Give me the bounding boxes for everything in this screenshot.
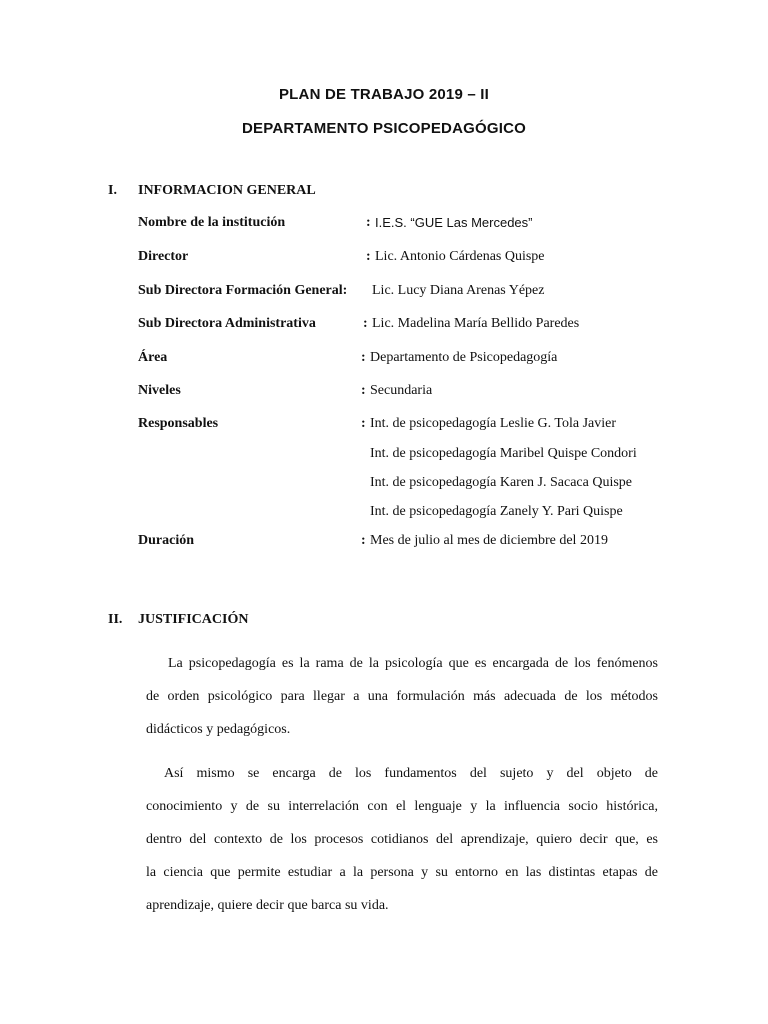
section-title: JUSTIFICACIÓN: [138, 612, 249, 627]
field-label-institucion: Nombre de la institución: [138, 215, 286, 230]
field-value-sub-formacion: Lic. Lucy Diana Arenas Yépez: [372, 283, 545, 298]
document-title: PLAN DE TRABAJO 2019 – II: [278, 86, 490, 103]
section-number: II.: [108, 612, 123, 627]
field-value-niveles: Secundaria: [370, 383, 433, 398]
field-label-niveles: Niveles: [138, 383, 181, 398]
paragraph: [146, 647, 658, 746]
paragraph-line: Así mismo se encarga de los fundamentos del sujeto y del objeto de: [164, 766, 658, 781]
field-value-responsable: Int. de psicopedagogía Maribel Quispe Condori: [370, 446, 637, 461]
field-label-sub-admin: Sub Directora Administrativa: [138, 316, 316, 331]
field-value-institucion: I.E.S. “GUE Las Mercedes”: [375, 215, 533, 230]
field-value-director: Lic. Antonio Cárdenas Quispe: [375, 249, 545, 264]
field-separator: :: [361, 416, 366, 431]
field-value-duracion: Mes de julio al mes de diciembre del 2019: [370, 533, 608, 548]
paragraph-line: aprendizaje, quiere decir que barca su vida.: [146, 898, 389, 913]
field-separator: :: [361, 383, 366, 398]
paragraph-line: de orden psicológico para llegar a una formulación más adecuada de los métodos: [146, 689, 658, 704]
field-value-sub-admin: Lic. Madelina María Bellido Paredes: [372, 316, 580, 331]
document-subtitle: DEPARTAMENTO PSICOPEDAGÓGICO: [242, 120, 526, 137]
field-label-area: Área: [138, 350, 168, 365]
field-value-responsable: Int. de psicopedagogía Zanely Y. Pari Quispe: [370, 504, 623, 519]
field-separator: :: [366, 249, 371, 264]
field-label-responsables: Responsables: [138, 416, 219, 431]
section-title: INFORMACION GENERAL: [138, 183, 316, 198]
field-separator: :: [361, 533, 366, 548]
paragraph: [146, 757, 658, 922]
field-value-area: Departamento de Psicopedagogía: [370, 350, 558, 365]
field-label-sub-formacion: Sub Directora Formación General:: [138, 283, 348, 298]
paragraph-line: conocimiento y de su interrelación con el lenguaje y la influencia socio histórica,: [146, 799, 658, 814]
paragraph-line: didácticos y pedagógicos.: [146, 722, 291, 737]
field-value-responsable: Int. de psicopedagogía Karen J. Sacaca Quispe: [370, 475, 633, 490]
field-label-duracion: Duración: [138, 533, 194, 548]
field-separator: :: [363, 316, 368, 331]
field-separator: :: [366, 215, 371, 230]
field-label-director: Director: [138, 249, 189, 264]
paragraph-line: La psicopedagogía es la rama de la psicología que es encargada de los fenómenos: [168, 656, 658, 671]
section-number: I.: [108, 183, 117, 198]
paragraph-line: la ciencia que permite estudiar a la persona y su entorno en las distintas etapas de: [146, 865, 658, 880]
paragraph-line: dentro del contexto de los procesos cotidianos del aprendizaje, quiero decir que, es: [146, 832, 658, 847]
field-separator: :: [361, 350, 366, 365]
field-value-responsable: Int. de psicopedagogía Leslie G. Tola Javier: [370, 416, 617, 431]
